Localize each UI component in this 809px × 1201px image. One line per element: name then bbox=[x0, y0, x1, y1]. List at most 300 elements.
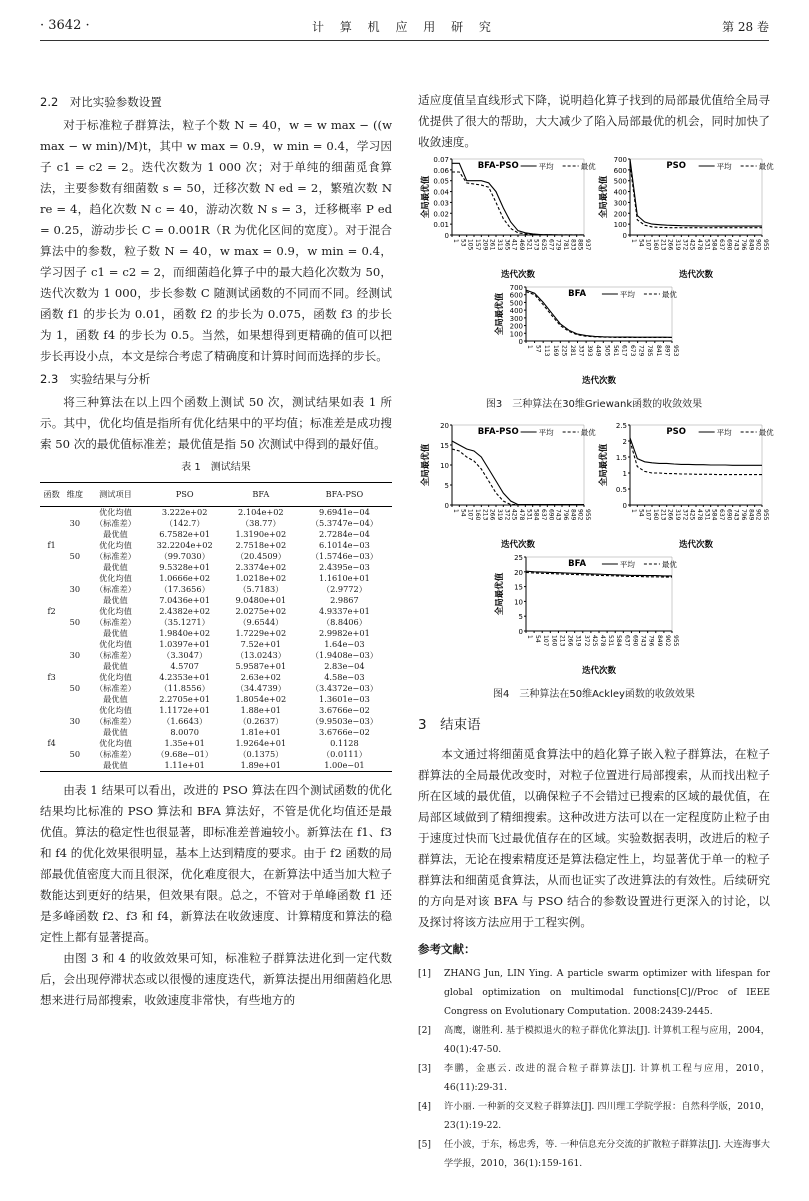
volume-label: 第 28 卷 bbox=[722, 20, 769, 34]
table-cell: 2.104e+02 bbox=[238, 507, 284, 517]
x-tick-label: 637 bbox=[540, 509, 547, 521]
y-tick-label: 15 bbox=[514, 583, 523, 592]
table-row bbox=[40, 716, 392, 727]
table-cell: 8.0070 bbox=[170, 727, 199, 737]
y-tick-label: 0 bbox=[518, 628, 523, 636]
table-cell: f3 bbox=[47, 672, 56, 682]
table-row bbox=[40, 672, 392, 683]
table-cell: 最优值 bbox=[103, 529, 128, 539]
y-axis-label: 全局最优值 bbox=[599, 175, 609, 219]
table-cell: 9.0480e+01 bbox=[235, 595, 287, 605]
table-cell: 2.2705e+01 bbox=[159, 694, 211, 704]
y-tick-label: 100 bbox=[613, 221, 627, 230]
table-cell bbox=[40, 727, 63, 738]
page-header bbox=[0, 0, 809, 40]
chart-title: PSO bbox=[666, 161, 686, 171]
x-tick-label: 902 bbox=[576, 509, 584, 521]
x-axis-label: 迭代次数 bbox=[678, 270, 714, 280]
table-row bbox=[40, 617, 392, 628]
table-cell: 1.35e+01 bbox=[164, 738, 205, 748]
table-cell: （标准差） bbox=[94, 518, 136, 528]
x-tick-label: 54 bbox=[637, 239, 645, 247]
paragraph-continued: 适应度值呈直线形式下降，说明趋化算子找到的局部最优值给全局寻优提供了很大的帮助，大大减少了陷入局部最优的机会，同时加快了收敛速度。 bbox=[418, 93, 770, 149]
y-tick-label: 600 bbox=[509, 291, 523, 300]
table-cell: （标准差） bbox=[94, 716, 136, 726]
table-cell bbox=[63, 529, 86, 540]
x-tick-label: 561 bbox=[611, 345, 619, 357]
table-cell: 4.58e−03 bbox=[324, 672, 365, 682]
x-tick-label: 955 bbox=[584, 509, 591, 521]
reference-number: [2] bbox=[418, 1025, 432, 1036]
table-row bbox=[40, 639, 392, 650]
x-tick-label: 469 bbox=[518, 239, 525, 251]
series-line bbox=[630, 164, 762, 227]
table-cell: 2.9982e+01 bbox=[319, 628, 370, 638]
x-axis-label: 迭代次数 bbox=[500, 540, 536, 550]
table-cell bbox=[40, 683, 63, 694]
x-tick-label: 160 bbox=[652, 239, 659, 251]
legend-label: 平均 bbox=[716, 428, 732, 437]
x-tick-label: 337 bbox=[577, 345, 585, 357]
table-cell bbox=[63, 628, 86, 639]
x-tick-label: 729 bbox=[554, 239, 562, 251]
table-row bbox=[40, 694, 392, 705]
table-cell bbox=[40, 705, 63, 716]
y-tick-label: 10 bbox=[514, 598, 523, 607]
table-cell bbox=[40, 760, 63, 772]
x-tick-label: 1 bbox=[526, 635, 533, 639]
y-tick-label: 20 bbox=[440, 422, 449, 430]
reference-number: [1] bbox=[418, 968, 432, 979]
x-tick-label: 531 bbox=[703, 239, 711, 251]
reference-item bbox=[418, 1059, 770, 1097]
x-tick-label: 266 bbox=[488, 509, 496, 521]
x-tick-label: 897 bbox=[663, 345, 671, 357]
y-tick-label: 0 bbox=[622, 502, 627, 510]
x-tick-label: 160 bbox=[474, 509, 481, 521]
table-cell: （8.8406） bbox=[321, 617, 367, 627]
y-tick-label: 10 bbox=[440, 462, 449, 470]
series-line bbox=[452, 449, 584, 505]
section-2-3-heading: 2.3 实验结果与分析 bbox=[40, 372, 151, 386]
table-cell: 最优值 bbox=[103, 595, 128, 605]
reference-number: [4] bbox=[418, 1101, 432, 1112]
x-tick-label: 637 bbox=[623, 635, 631, 647]
table-cell: （1.9408e−03） bbox=[310, 650, 378, 660]
x-tick-label: 57 bbox=[534, 345, 542, 353]
table-cell: 30 bbox=[69, 716, 81, 726]
table-cell: （5.3747e−04） bbox=[310, 518, 378, 528]
x-tick-label: 160 bbox=[550, 635, 558, 647]
series-line bbox=[526, 290, 672, 337]
y-tick-label: 5 bbox=[518, 613, 523, 622]
results-table bbox=[40, 482, 392, 772]
paragraph-params: 对于标准粒子群算法，粒子个数 N = 40，w = w max − ((w max − w min)/M)t，其中 w max = 0.9，w min = 0.4，学习因子 c1 = c2 = 2。迭代次数为 1 000 次；对于单纯的细菌觅食算法，主要参数有细菌数 s = 50，迁移次数 N ed = 2，繁殖次数 N re = 4，趋化次数 N c = 40，游动次数 N s = 3，迁移概率 P ed = 0.25，游动步长 C = 0.001R（R 为优化区间的宽度）。对于混合算法中的参数，粒子数 N = 40，w max = 0.9，w min = 0.4，学习因子 c1 = c2 = 2，而细菌趋化算子中的最大趋化次数为 50，迭代次数为 1 000，步长参数 C 随测试函数的不同而不同。经测试函数 f1 的步长为 0.01，函数 f2 的步长为 0.075，函数 f3 的步长为 1，函数 f4 的步长为 0.5。当然，如果想得到更精确的值可以把步长再设小点，本文是综合考虑了精确度和计算时间而选择的步长。 bbox=[40, 118, 392, 363]
table-cell: （标准差） bbox=[94, 617, 136, 627]
table-cell bbox=[40, 551, 63, 562]
y-axis-label: 全局最优值 bbox=[421, 175, 431, 219]
x-tick-label: 743 bbox=[732, 239, 740, 251]
x-tick-label: 849 bbox=[747, 509, 755, 521]
x-tick-label: 841 bbox=[654, 345, 662, 357]
table-cell: 2.4382e+02 bbox=[159, 606, 211, 616]
y-tick-label: 0.03 bbox=[433, 199, 449, 208]
x-tick-label: 955 bbox=[672, 635, 679, 647]
table-cell: 1.64e−03 bbox=[324, 639, 365, 649]
table-cell: 最优值 bbox=[103, 562, 128, 572]
table-cell: 最优值 bbox=[103, 694, 128, 704]
y-axis-label: 全局最优值 bbox=[495, 572, 505, 616]
table-cell: （13.0243） bbox=[235, 650, 286, 660]
y-tick-label: 700 bbox=[509, 284, 523, 292]
table-cell: （0.0111） bbox=[321, 749, 367, 759]
table-cell: 1.3601e−03 bbox=[319, 694, 370, 704]
chart-panel bbox=[494, 554, 679, 676]
series-line bbox=[630, 441, 762, 475]
x-tick-label: 785 bbox=[646, 345, 654, 357]
left-column bbox=[40, 90, 392, 1011]
paragraph-results-intro: 将三种算法在以上四个函数上测试 50 次，测试结果如表 1 所示。其中，优化均值是指所有优化结果中的平均值；标准差是成功搜索 50 次的最优值标准差；最优值是指 50 次测试中得到的最好值。 bbox=[40, 395, 392, 451]
table-cell: 3.6766e−02 bbox=[319, 727, 370, 737]
table-cell: 7.0436e+01 bbox=[159, 595, 211, 605]
table-cell: 1.0218e+02 bbox=[235, 573, 287, 583]
x-tick-label: 1 bbox=[526, 345, 533, 349]
x-tick-label: 677 bbox=[547, 239, 555, 251]
y-tick-label: 0 bbox=[444, 502, 449, 510]
reference-number: [5] bbox=[418, 1139, 432, 1150]
table-cell bbox=[40, 584, 63, 595]
x-tick-label: 531 bbox=[525, 509, 533, 521]
y-tick-label: 0 bbox=[444, 232, 449, 240]
x-tick-label: 266 bbox=[566, 635, 574, 647]
x-tick-label: 729 bbox=[637, 345, 645, 357]
table-cell: 1.7229e+02 bbox=[235, 628, 287, 638]
x-tick-label: 319 bbox=[674, 509, 681, 521]
table-cell: （38.77） bbox=[240, 518, 281, 528]
y-tick-label: 0 bbox=[518, 338, 523, 346]
table-cell: 5.9587e+01 bbox=[235, 661, 287, 671]
x-tick-label: 425 bbox=[510, 509, 518, 521]
reference-text: ZHANG Jun, LIN Ying. A particle swarm optimizer with lifespan for global optimization on multimodal functions[C]//Proc of IEEE Congress on Evolutionary Computation. 2008:2439-2445. bbox=[444, 968, 770, 1017]
table-cell: 4.2353e+01 bbox=[159, 672, 211, 682]
table-cell: （标准差） bbox=[94, 683, 136, 693]
y-tick-label: 1.5 bbox=[615, 454, 627, 462]
table-row bbox=[40, 551, 392, 562]
x-tick-label: 902 bbox=[663, 635, 671, 647]
y-tick-label: 0.05 bbox=[433, 177, 449, 186]
table-cell bbox=[63, 705, 86, 716]
reference-item bbox=[418, 1097, 770, 1135]
table-cell bbox=[40, 562, 63, 573]
section-2-2-heading: 2.2 对比实验参数设置 bbox=[40, 95, 162, 109]
figure-4-charts bbox=[418, 419, 774, 676]
x-tick-label: 157 bbox=[474, 239, 481, 251]
table-cell: 1.89e+01 bbox=[225, 760, 297, 772]
table-cell: 优化均值 bbox=[99, 507, 132, 517]
x-tick-label: 743 bbox=[639, 635, 647, 647]
x-tick-label: 531 bbox=[607, 635, 615, 647]
table-row bbox=[40, 595, 392, 606]
legend-label: 最优 bbox=[758, 428, 774, 437]
x-tick-label: 169 bbox=[551, 345, 559, 357]
chart-panel bbox=[420, 422, 596, 550]
legend-label: 最优 bbox=[580, 428, 596, 437]
table-cell bbox=[63, 661, 86, 672]
x-tick-label: 849 bbox=[655, 635, 663, 647]
x-tick-label: 281 bbox=[568, 345, 576, 357]
x-tick-label: 584 bbox=[710, 239, 718, 251]
reference-item bbox=[418, 964, 770, 1021]
table-cell: 6.7582e+01 bbox=[159, 529, 211, 539]
table-cell: 32.2204e+02 bbox=[156, 540, 213, 550]
y-axis-label: 全局最优值 bbox=[599, 443, 609, 487]
legend-label: 平均 bbox=[538, 428, 554, 437]
paragraph-conclusion: 本文通过将细菌觅食算法中的趋化算子嵌入粒子群算法，在粒子群算法的全局最优改变时，对粒子位置进行局部搜索，从而找出粒子所在区域的最优值，以确保粒子不会错过已搜索的区域的最优值，在局部区域做到了精细搜索。这种改进方法可以在一定程度防止粒子由于速度过快而飞过最优值存在的区域。实验数据表明，改进后的粒子群算法，无论在搜索精度还是算法稳定性上，均显著优于单一的粒子群算法和细菌觅食算法，从而也证实了改进算法的有效性。后续研究的方向是对该 BFA 与 PSO 结合的参数设置进行更深入的讨论，以及探讨将该方法应用于工程实例。 bbox=[418, 747, 770, 929]
x-tick-label: 885 bbox=[576, 239, 584, 251]
table-cell bbox=[40, 650, 63, 661]
table-cell: 1.1610e+01 bbox=[319, 573, 370, 583]
series-line bbox=[452, 163, 584, 235]
x-tick-label: 1 bbox=[630, 509, 637, 513]
x-tick-label: 54 bbox=[534, 635, 542, 643]
table-cell bbox=[40, 617, 63, 628]
table-cell: （0.2637） bbox=[238, 716, 284, 726]
table-cell: 1.1172e+01 bbox=[159, 705, 211, 715]
x-tick-label: 54 bbox=[459, 509, 467, 517]
table-header-cell: BFA-PSO bbox=[297, 483, 392, 507]
table-cell: 2.0275e+02 bbox=[235, 606, 287, 616]
x-tick-label: 213 bbox=[659, 239, 667, 251]
x-tick-label: 319 bbox=[496, 509, 503, 521]
x-tick-label: 372 bbox=[681, 509, 689, 521]
table-cell: f1 bbox=[47, 540, 56, 550]
x-tick-label: 584 bbox=[615, 635, 623, 647]
x-tick-label: 478 bbox=[518, 509, 525, 521]
table-cell: 30 bbox=[69, 518, 81, 528]
y-tick-label: 0.07 bbox=[433, 156, 449, 164]
x-tick-label: 849 bbox=[569, 509, 577, 521]
x-tick-label: 266 bbox=[666, 509, 674, 521]
y-tick-label: 2.5 bbox=[615, 422, 627, 430]
x-tick-label: 625 bbox=[540, 239, 547, 251]
table-cell: 6.1014e−03 bbox=[319, 540, 370, 550]
reference-text: 许小丽. 一种新的交叉粒子群算法[J]. 四川理工学院学报：自然科学版，2010，23(1):19-22. bbox=[444, 1101, 770, 1131]
x-tick-label: 673 bbox=[629, 345, 637, 357]
chart-title: BFA-PSO bbox=[477, 161, 519, 171]
legend-label: 平均 bbox=[716, 162, 732, 171]
x-tick-label: 113 bbox=[543, 345, 551, 357]
table-cell bbox=[63, 760, 86, 772]
chart-title: BFA bbox=[568, 559, 587, 569]
x-tick-label: 213 bbox=[558, 635, 566, 647]
table-cell: 2.83e−04 bbox=[324, 661, 365, 671]
table-cell bbox=[40, 628, 63, 639]
table-cell: 优化均值 bbox=[99, 606, 132, 616]
reference-number: [3] bbox=[418, 1063, 432, 1074]
x-tick-label: 573 bbox=[532, 239, 540, 251]
x-tick-label: 107 bbox=[644, 239, 652, 251]
x-tick-label: 478 bbox=[599, 635, 606, 647]
y-tick-label: 400 bbox=[613, 188, 627, 197]
y-tick-label: 500 bbox=[509, 299, 523, 308]
x-tick-label: 796 bbox=[647, 635, 655, 647]
table-cell: 7.52e+01 bbox=[240, 639, 282, 649]
series-line bbox=[526, 292, 672, 338]
table-cell: 50 bbox=[69, 617, 81, 627]
x-tick-label: 690 bbox=[547, 509, 555, 521]
journal-title: 计 算 机 应 用 研 究 bbox=[312, 20, 497, 34]
table-cell: 1.0666e+02 bbox=[159, 573, 211, 583]
table-cell: 优化均值 bbox=[99, 672, 132, 682]
table-cell: 1.9840e+02 bbox=[159, 628, 211, 638]
table-row bbox=[40, 705, 392, 716]
x-tick-label: 1 bbox=[452, 239, 459, 243]
table-cell bbox=[63, 540, 86, 551]
table-cell: （标准差） bbox=[94, 650, 136, 660]
x-tick-label: 160 bbox=[652, 509, 659, 521]
x-tick-label: 584 bbox=[710, 509, 718, 521]
x-axis-label: 迭代次数 bbox=[581, 666, 617, 676]
chart-title: PSO bbox=[666, 427, 686, 437]
y-tick-label: 500 bbox=[613, 177, 627, 186]
table-cell: f4 bbox=[47, 738, 56, 748]
x-tick-label: 393 bbox=[586, 345, 594, 357]
x-tick-label: 319 bbox=[674, 239, 681, 251]
table-cell bbox=[63, 595, 86, 606]
table-cell bbox=[63, 727, 86, 738]
table-cell: 30 bbox=[69, 584, 81, 594]
y-tick-label: 15 bbox=[440, 442, 449, 450]
x-tick-label: 743 bbox=[732, 509, 740, 521]
table-cell bbox=[40, 518, 63, 529]
y-tick-label: 0.01 bbox=[433, 221, 449, 230]
y-axis-label: 全局最优值 bbox=[421, 443, 431, 487]
x-tick-label: 478 bbox=[696, 239, 703, 251]
table-cell: 2.7518e+02 bbox=[235, 540, 287, 550]
table-cell: 优化均值 bbox=[99, 738, 132, 748]
x-tick-label: 478 bbox=[696, 509, 703, 521]
x-tick-label: 54 bbox=[637, 509, 645, 517]
x-tick-label: 937 bbox=[584, 239, 591, 251]
table-cell bbox=[40, 749, 63, 760]
x-tick-label: 213 bbox=[481, 509, 489, 521]
figure-4 bbox=[418, 419, 774, 682]
x-tick-label: 107 bbox=[466, 509, 474, 521]
table-cell: 2.4395e−03 bbox=[319, 562, 370, 572]
table-row bbox=[40, 562, 392, 573]
chart-panel bbox=[420, 156, 596, 280]
x-tick-label: 225 bbox=[560, 345, 568, 357]
x-tick-label: 781 bbox=[562, 239, 569, 251]
x-tick-label: 417 bbox=[510, 239, 518, 251]
series-line bbox=[452, 172, 584, 235]
x-tick-label: 372 bbox=[503, 509, 511, 521]
y-tick-label: 300 bbox=[509, 314, 523, 323]
y-tick-label: 0.06 bbox=[433, 166, 449, 175]
table-row bbox=[40, 573, 392, 584]
table-cell: 2.3374e+02 bbox=[235, 562, 287, 572]
x-axis-label: 迭代次数 bbox=[500, 270, 536, 280]
y-tick-label: 0.02 bbox=[433, 210, 449, 219]
x-tick-label: 617 bbox=[620, 345, 628, 357]
series-line bbox=[452, 441, 584, 505]
table-cell bbox=[40, 595, 63, 606]
table-cell: （9.9503e−03） bbox=[310, 716, 378, 726]
x-tick-label: 637 bbox=[718, 239, 725, 251]
y-tick-label: 700 bbox=[613, 156, 627, 164]
figure-3-charts bbox=[418, 153, 774, 386]
y-tick-label: 2 bbox=[622, 438, 627, 446]
table-cell: （5.7183） bbox=[238, 584, 284, 594]
table-cell: （34.4739） bbox=[235, 683, 286, 693]
table-cell bbox=[40, 529, 63, 540]
table-cell: （标准差） bbox=[94, 749, 136, 759]
table-cell: 4.5707 bbox=[170, 661, 199, 671]
legend-label: 平均 bbox=[538, 162, 554, 171]
reference-item bbox=[418, 1021, 770, 1059]
table-body bbox=[40, 507, 392, 772]
x-tick-label: 690 bbox=[725, 509, 733, 521]
table-cell: 2.7284e−04 bbox=[319, 529, 370, 539]
table-cell: 50 bbox=[69, 683, 81, 693]
x-tick-label: 313 bbox=[496, 239, 503, 251]
table-cell: 30 bbox=[69, 650, 81, 660]
chart-panel bbox=[494, 284, 679, 386]
table-cell: 0.1128 bbox=[330, 738, 359, 748]
table-row bbox=[40, 727, 392, 738]
legend-label: 平均 bbox=[619, 290, 635, 299]
x-axis-label: 迭代次数 bbox=[581, 376, 617, 386]
y-tick-label: 200 bbox=[613, 210, 627, 219]
legend-label: 平均 bbox=[619, 560, 635, 569]
x-axis-label: 迭代次数 bbox=[678, 540, 714, 550]
table-header-cell: 维度 bbox=[63, 483, 86, 507]
series-line bbox=[630, 438, 762, 466]
x-tick-label: 690 bbox=[725, 239, 733, 251]
legend-label: 最优 bbox=[661, 290, 677, 299]
y-tick-label: 0 bbox=[622, 232, 627, 240]
x-tick-label: 266 bbox=[666, 239, 674, 251]
table-cell bbox=[63, 606, 86, 617]
table-row bbox=[40, 661, 392, 672]
table-cell: （2.9772） bbox=[321, 584, 367, 594]
right-column bbox=[418, 90, 774, 1173]
header-rule bbox=[40, 40, 769, 41]
table-cell bbox=[40, 507, 63, 519]
table-row bbox=[40, 628, 392, 639]
table-row bbox=[40, 529, 392, 540]
table-row bbox=[40, 650, 392, 661]
figure-3 bbox=[418, 153, 774, 392]
table-cell: （标准差） bbox=[94, 584, 136, 594]
table-cell: 1.0397e+01 bbox=[159, 639, 211, 649]
table-caption: 表 1 测试结果 bbox=[181, 462, 251, 473]
table-cell bbox=[63, 507, 86, 519]
x-tick-label: 1 bbox=[452, 509, 459, 513]
table-cell: 1.88e+01 bbox=[240, 705, 282, 715]
table-row bbox=[40, 584, 392, 595]
x-tick-label: 902 bbox=[754, 509, 762, 521]
x-tick-label: 107 bbox=[644, 509, 652, 521]
table-cell: 优化均值 bbox=[99, 540, 132, 550]
table-cell bbox=[40, 573, 63, 584]
y-tick-label: 200 bbox=[509, 322, 523, 331]
table-cell: 1.9264e+01 bbox=[235, 738, 287, 748]
x-tick-label: 1 bbox=[630, 239, 637, 243]
table-row bbox=[40, 738, 392, 749]
figure-3-caption: 图3 三种算法在30维Griewank函数的收敛效果 bbox=[485, 399, 703, 410]
table-header-cell: 测试项目 bbox=[86, 483, 144, 507]
